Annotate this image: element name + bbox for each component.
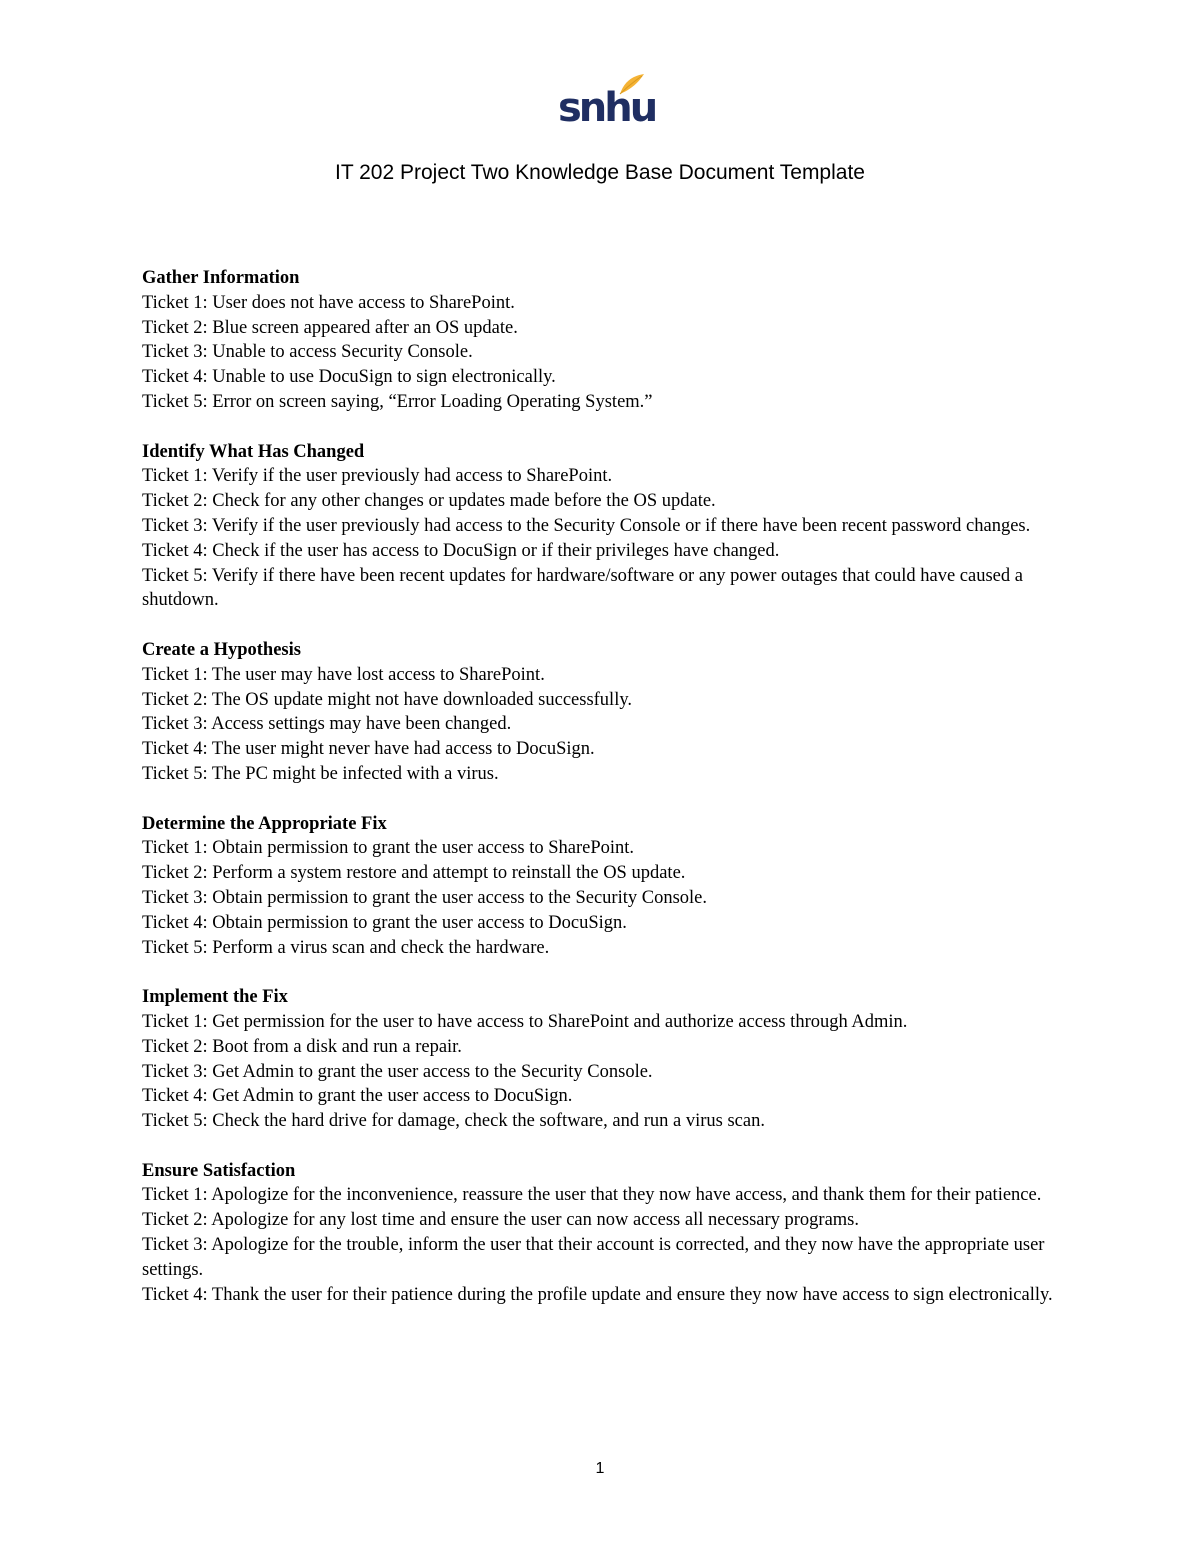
section [142,985,1062,1134]
ticket-line: Ticket 2: Blue screen appeared after an OS update. [142,317,518,338]
page-number: 1 [595,1460,605,1477]
ticket-line: Ticket 3: Unable to access Security Console. [142,342,473,363]
section-heading: Gather Information [142,268,300,288]
section-heading: Implement the Fix [142,987,288,1008]
ticket-line: Ticket 5: Perform a virus scan and check the hardware. [142,937,550,958]
ticket-line: Ticket 3: Obtain permission to grant the user access to the Security Console. [142,887,708,908]
section-heading: Determine the Appropriate Fix [142,813,387,834]
ticket-line: Ticket 1: User does not have access to SharePoint. [142,292,515,313]
ticket-line: Ticket 2: Perform a system restore and attempt to reinstall the OS update. [142,863,686,884]
section [142,638,1062,787]
ticket-line: Ticket 1: Obtain permission to grant the user access to SharePoint. [142,838,635,859]
ticket-line: Ticket 1: Get permission for the user to have access to SharePoint and authorize access through Admin. [142,1011,908,1032]
ticket-line: Ticket 4: Thank the user for their patience during the profile update and ensure they now have access to sign electronically. [142,1284,1053,1305]
ticket-line: Ticket 4: Check if the user has access to DocuSign or if their privileges have changed. [142,540,780,561]
ticket-line: Ticket 1: Apologize for the inconvenience, reassure the user that they now have access, and thank them for their patience. [142,1185,1042,1206]
ticket-line: Ticket 1: The user may have lost access to SharePoint. [142,664,545,685]
snhu-logo [556,70,656,134]
section [142,440,1062,614]
ticket-line: Ticket 2: Apologize for any lost time and ensure the user can now access all necessary programs. [142,1210,860,1231]
ticket-line: Ticket 2: Check for any other changes or updates made before the OS update. [142,491,716,512]
section-heading: Identify What Has Changed [142,441,365,462]
section [142,812,1062,961]
ticket-line: Ticket 3: Access settings may have been changed. [142,714,512,735]
section-heading: Create a Hypothesis [142,639,301,660]
section [142,266,1062,415]
section [142,1159,1062,1308]
ticket-line: Ticket 3: Apologize for the trouble, inform the user that their account is corrected, and they now have the appropriate user settings. [142,1235,1045,1280]
ticket-line: Ticket 3: Get Admin to grant the user access to the Security Console. [142,1061,653,1082]
ticket-line: Ticket 5: Error on screen saying, “Error Loading Operating System.” [142,391,653,412]
ticket-line: Ticket 2: The OS update might not have downloaded successfully. [142,689,633,710]
ticket-line: Ticket 4: Get Admin to grant the user access to DocuSign. [142,1086,573,1107]
ticket-line: Ticket 5: The PC might be infected with a virus. [142,763,499,784]
ticket-line: Ticket 5: Verify if there have been recent updates for hardware/software or any power outages that could have caused a shutdown. [142,565,1023,611]
ticket-line: Ticket 3: Verify if the user previously had access to the Security Console or if there have been recent password changes. [142,515,1031,536]
logo-wordmark: snhu [558,85,656,131]
ticket-line: Ticket 5: Check the hard drive for damage, check the software, and run a virus scan. [142,1111,765,1132]
ticket-line: Ticket 4: Unable to use DocuSign to sign electronically. [142,367,556,388]
ticket-line: Ticket 4: Obtain permission to grant the user access to DocuSign. [142,912,627,933]
ticket-line: Ticket 2: Boot from a disk and run a repair. [142,1036,462,1057]
document-title: IT 202 Project Two Knowledge Base Document Template [335,161,865,184]
ticket-line: Ticket 1: Verify if the user previously had access to SharePoint. [142,466,613,487]
document-body [142,266,1062,1332]
section-heading: Ensure Satisfaction [142,1160,296,1181]
ticket-line: Ticket 4: The user might never have had access to DocuSign. [142,739,595,760]
